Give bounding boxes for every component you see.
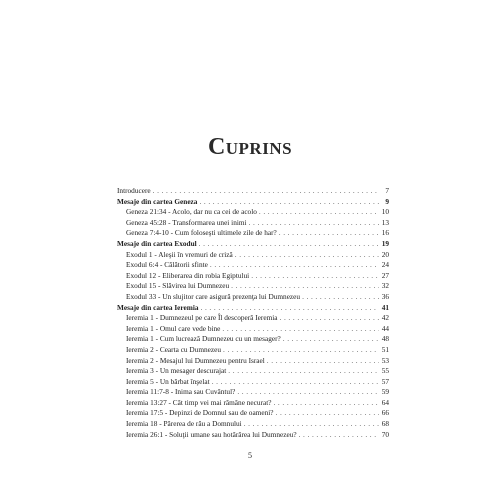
toc-entry-label: Geneza 45:28 - Transformarea unei inimi [126, 217, 247, 227]
toc-entry-row [117, 366, 389, 377]
toc-entry-label: Ieremia 13:27 - Cât timp vei mai rămâne necurat? [126, 397, 272, 407]
toc-entry-label: Ieremia 26:1 - Soluţii umane sau hotărârea lui Dumnezeu? [126, 429, 297, 439]
toc-dot-leader [283, 334, 379, 345]
toc-dot-leader [235, 250, 379, 261]
toc-entry-label: Ieremia 3 - Un mesager descurajat [126, 366, 227, 376]
toc-entry-page: 51 [381, 344, 389, 354]
toc-entry-row [117, 398, 389, 409]
toc-entry-page: 20 [381, 249, 389, 259]
toc-entry-label: Mesaje din cartea Geneza [117, 196, 198, 206]
toc-dot-leader [280, 313, 379, 324]
toc-section-row [117, 303, 389, 314]
toc-dot-leader [199, 239, 379, 250]
toc-entry-label: Mesaje din cartea Exodul [117, 238, 197, 248]
toc-entry-row [117, 260, 389, 271]
toc-entry-page: 59 [381, 387, 389, 397]
toc-entry-label: Exodul 12 - Eliberarea din robia Egiptului [126, 270, 250, 280]
toc-dot-leader [273, 398, 379, 409]
toc-dot-leader [302, 292, 379, 303]
toc-entry-label: Ieremia 2 - Mesajul lui Dumnezeu pentru Israel [126, 355, 265, 365]
toc-entry-page: 55 [381, 366, 389, 376]
toc-entry-label: Introducere [117, 186, 151, 195]
toc-entry-label: Ieremia 1 - Cum lucrează Dumnezeu cu un mesager? [126, 334, 281, 344]
toc-entry-label: Ieremia 18 - Părerea de rău a Domnului [126, 419, 242, 429]
toc-entry-page: 41 [381, 302, 389, 312]
toc-entry-row [117, 356, 389, 367]
toc-entry-label: Geneza 7:4-10 - Cum foloseşti ultimele zile de har? [126, 228, 277, 238]
toc-entry-row [117, 250, 389, 261]
toc-dot-leader [201, 303, 379, 314]
toc-entry-row [117, 377, 389, 388]
toc-entry-label: Ieremia 1 - Omul care vede bine [126, 323, 221, 333]
toc-entry-page: 68 [381, 419, 389, 429]
toc-entry-page: 57 [381, 376, 389, 386]
toc-dot-leader [259, 207, 379, 218]
toc-entry-label: Mesaje din cartea Ieremia [117, 302, 199, 312]
toc-entry-page: 16 [381, 228, 389, 238]
toc-entry-row [117, 345, 389, 356]
toc-entry-page: 9 [385, 196, 389, 206]
toc-dot-leader [199, 197, 379, 208]
toc-dot-leader [222, 324, 379, 335]
toc-entry-page: 53 [381, 355, 389, 365]
toc-dot-leader [237, 387, 379, 398]
toc-entry-label: Ieremia 2 - Cearta cu Dumnezeu [126, 344, 222, 354]
toc-entry-page: 24 [381, 260, 389, 270]
toc-dot-leader [228, 366, 379, 377]
toc-entry-row [117, 271, 389, 282]
toc-section-row [117, 239, 389, 250]
toc-dot-leader [267, 356, 379, 367]
toc-dot-leader [279, 228, 379, 239]
toc-entry-page: 27 [381, 270, 389, 280]
toc-entry-page: 36 [381, 291, 389, 301]
toc-dot-leader [244, 419, 379, 430]
toc-dot-leader [223, 345, 379, 356]
toc-dot-leader [210, 260, 379, 271]
toc-entry-label: Geneza 21:34 - Acolo, dar nu ca cei de acolo [126, 207, 257, 217]
toc-entry-row [117, 228, 389, 239]
toc-entry-row [117, 387, 389, 398]
toc-entry-row [117, 186, 389, 197]
toc-entry-page: 64 [381, 397, 389, 407]
toc-entry-page: 48 [381, 334, 389, 344]
toc-dot-leader [251, 271, 379, 282]
toc-entry-row [117, 430, 389, 441]
toc-dot-leader [212, 377, 379, 388]
toc-dot-leader [276, 408, 379, 419]
toc-entry-label: Exodul 1 - Aleşii în vremuri de criză [126, 249, 233, 259]
toc-entry-label: Ieremia 5 - Un bărbat înşelat [126, 376, 210, 386]
toc-entry-page: 10 [381, 207, 389, 217]
toc-entry-label: Ieremia 11:7-8 - Inima sau Cuvântul? [126, 387, 236, 397]
toc-entry-page: 66 [381, 408, 389, 418]
toc-entry-page: 42 [381, 313, 389, 323]
toc-entry-page: 7 [385, 186, 389, 195]
toc-entry-row [117, 313, 389, 324]
toc-dot-leader [153, 186, 379, 197]
toc-dot-leader [299, 430, 379, 441]
toc-entry-label: Ieremia 17:5 - Depinzi de Domnul sau de oameni? [126, 408, 274, 418]
toc-entry-page: 32 [381, 281, 389, 291]
toc-entry-page: 44 [381, 323, 389, 333]
toc-entry-row [117, 292, 389, 303]
toc-entry-row [117, 281, 389, 292]
toc-entry-label: Exodul 6:4 - Călătorii sfinte [126, 260, 208, 270]
toc-entry-label: Ieremia 1 - Dumnezeul pe care Îl descoperă Ieremia [126, 313, 278, 323]
toc-entry-row [117, 334, 389, 345]
toc-entry-label: Exodul 33 - Un slujitor care asigură prezenţa lui Dumnezeu [126, 291, 301, 301]
toc-dot-leader [231, 281, 379, 292]
toc-entry-page: 19 [381, 238, 389, 248]
page-title: Cuprins [207, 134, 293, 160]
toc-dot-leader [249, 218, 379, 229]
table-of-contents [117, 186, 389, 440]
toc-entry-row [117, 207, 389, 218]
toc-entry-row [117, 408, 389, 419]
toc-entry-row [117, 218, 389, 229]
toc-entry-page: 13 [381, 217, 389, 227]
page-number: 5 [248, 451, 252, 460]
toc-entry-page: 70 [381, 429, 389, 439]
toc-entry-row [117, 419, 389, 430]
toc-entry-row [117, 324, 389, 335]
toc-entry-label: Exodul 15 - Slăvirea lui Dumnezeu [126, 281, 230, 291]
toc-section-row [117, 197, 389, 208]
